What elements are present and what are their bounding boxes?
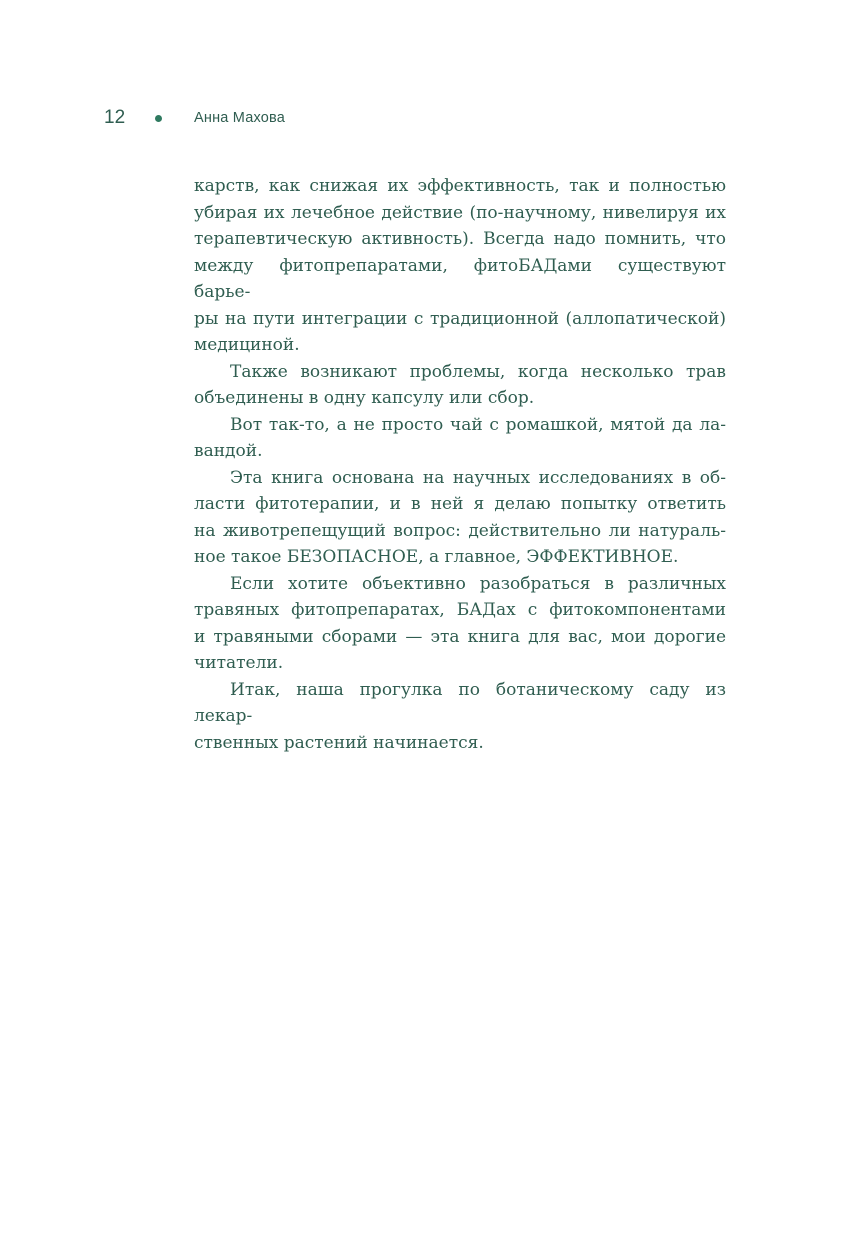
paragraph-1 [194, 173, 726, 359]
paragraph-5 [194, 571, 726, 677]
text-line: Также возникают проблемы, когда несколько трав [230, 361, 726, 382]
bullet-separator [155, 115, 162, 122]
text-line: Эта книга основана на научных исследованиях в об- [230, 467, 726, 488]
text-line: ласти фитотерапии, и в ней я делаю попытку ответить [194, 494, 726, 514]
text-line: ственных растений начинается. [194, 732, 484, 753]
running-header [0, 106, 844, 134]
text-line: медициной. [194, 335, 300, 355]
page-number: 12 [104, 107, 126, 128]
text-line: карств, как снижая их эффективность, так и полностью [194, 176, 726, 196]
paragraph-6 [194, 677, 726, 757]
text-line: ное такое БЕЗОПАСНОЕ, а главное, ЭФФЕКТИВНОЕ. [194, 547, 679, 567]
text-line: ры на пути интеграции с традиционной (аллопатической) [194, 308, 726, 329]
text-line: убирая их лечебное действие (по-научному, нивелируя их [194, 202, 726, 223]
text-line: на животрепещущий вопрос: действительно ли натураль- [194, 520, 726, 541]
text-line: Вот так-то, а не просто чай с ромашкой, мятой да ла- [230, 414, 726, 435]
text-line: и травяными сборами — эта книга для вас, мои дорогие [194, 626, 726, 647]
paragraph-2 [194, 359, 726, 412]
text-line: вандой. [194, 441, 263, 461]
text-line: терапевтическую активность). Всегда надо помнить, что [194, 229, 726, 249]
text-line: травяных фитопрепаратах, БАДах с фитокомпонентами [194, 600, 726, 620]
paragraph-4 [194, 465, 726, 571]
text-line: между фитопрепаратами, фитоБАДами существуют барье- [194, 255, 726, 302]
text-line: объединены в одну капсулу или сбор. [194, 388, 535, 408]
paragraph-3 [194, 412, 726, 465]
running-header-author: Анна Махова [194, 110, 286, 126]
text-line: Итак, наша прогулка по ботаническому саду из лекар- [194, 679, 726, 726]
text-line: читатели. [194, 653, 284, 673]
text-line: Если хотите объективно разобраться в различных [230, 573, 726, 594]
body-text [194, 173, 726, 756]
